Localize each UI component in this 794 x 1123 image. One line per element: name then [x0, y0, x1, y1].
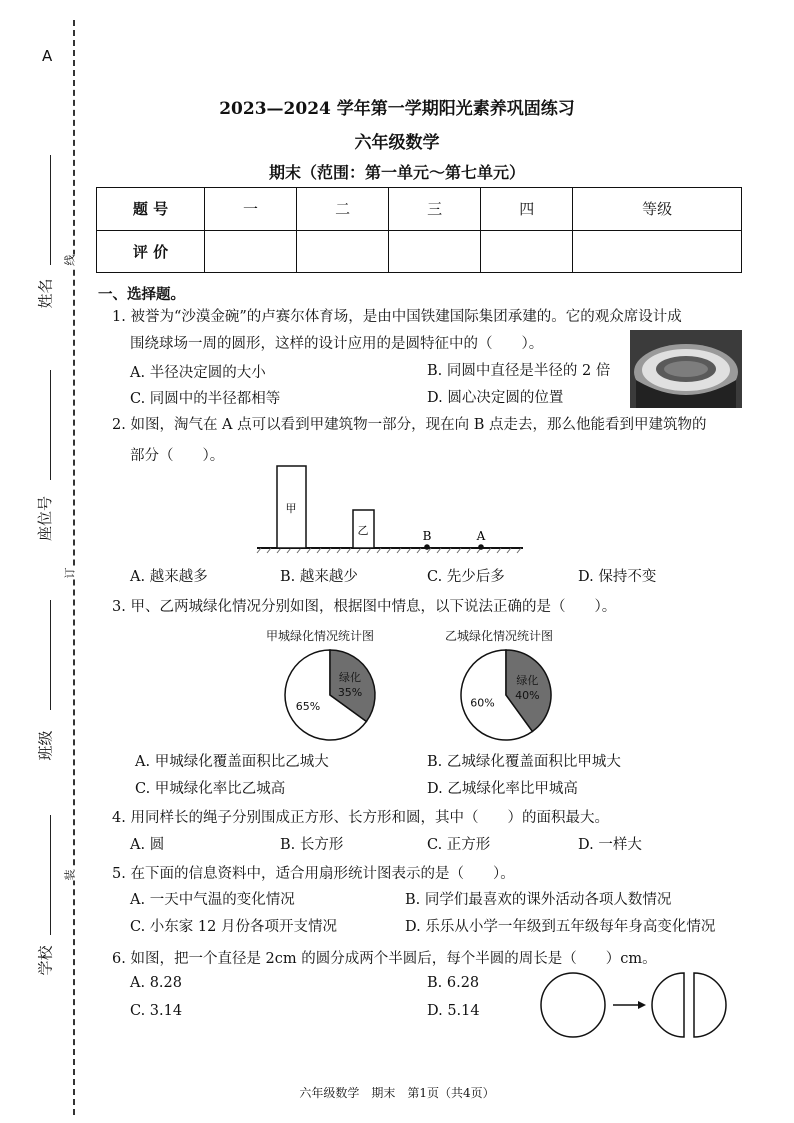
pie-label-greening: 绿化 — [339, 670, 362, 684]
score-header-cell: 二 — [297, 188, 389, 231]
point-b-label: B — [422, 529, 432, 543]
exam-title: 2023—2024 学年第一学期阳光素养巩固练习 — [219, 99, 575, 119]
zhuang-mark: 装 — [63, 869, 77, 881]
q5-option-c[interactable]: C. 小东家 12 月份各项开支情况 — [130, 919, 337, 935]
q1-option-a[interactable]: A. 半径决定圆的大小 — [130, 365, 266, 381]
pie-label-greening-percent: 35% — [337, 685, 363, 699]
q2-option-a[interactable]: A. 越来越多 — [130, 569, 208, 585]
q2-line1: 2. 如图，淘气在 A 点可以看到甲建筑物一部分，现在向 B 点走去，那么他能看到甲建筑物的 — [112, 417, 707, 433]
arrowhead-icon — [638, 1001, 646, 1009]
q2-line2: 部分（ ）。 — [130, 448, 225, 464]
pie-label-other-percent: 65% — [295, 700, 321, 714]
q4-line1: 4. 用同样长的绳子分别围成正方形、长方形和圆，其中（ ）的面积最大。 — [112, 810, 609, 826]
score-row-label: 评 价 — [97, 230, 205, 273]
score-table — [96, 187, 742, 273]
name-label: 姓名 — [36, 278, 55, 309]
exam-scope: 期末（范围：第一单元～第七单元） — [268, 163, 525, 182]
q3-option-c[interactable]: C. 甲城绿化率比乙城高 — [135, 781, 286, 797]
ding-mark: 订 — [63, 567, 77, 579]
q3-option-d[interactable]: D. 乙城绿化率比甲城高 — [427, 781, 578, 797]
line-mark: 线 — [63, 254, 77, 266]
school-label: 学校 — [36, 945, 55, 976]
pie-chart-yi — [458, 647, 554, 743]
score-header-cell: 三 — [389, 188, 481, 231]
page-footer: 六年级数学 期末 第1页（共4页） — [299, 1086, 495, 1100]
stadium-photo — [630, 330, 742, 408]
pie-label-greening: 绿化 — [516, 674, 539, 688]
score-header-cell: 等级 — [573, 188, 742, 231]
q1-option-c[interactable]: C. 同圆中的半径都相等 — [130, 391, 281, 407]
score-header-cell: 题 号 — [97, 188, 205, 231]
q4-option-d[interactable]: D. 一样大 — [578, 837, 642, 853]
q5-option-d[interactable]: D. 乐乐从小学一年级到五年级每年身高变化情况 — [405, 919, 716, 935]
q3-line1: 3. 甲、乙两城绿化情况分别如图，根据图中情息，以下说法正确的是（ ）。 — [112, 599, 617, 615]
pie-label-greening-percent: 40% — [515, 689, 540, 703]
point-a — [478, 544, 484, 550]
q2-option-d[interactable]: D. 保持不变 — [578, 569, 657, 585]
q4-option-a[interactable]: A. 圆 — [130, 837, 165, 853]
class-underline — [50, 600, 51, 710]
pie-chart-yi-title: 乙城绿化情况统计图 — [445, 629, 554, 643]
whole-circle — [541, 973, 605, 1037]
building-jia-label: 甲 — [285, 502, 297, 515]
score-cell[interactable] — [205, 230, 297, 273]
buildings-figure — [255, 462, 525, 554]
circle-split-figure — [538, 970, 748, 1040]
right-semicircle — [694, 973, 726, 1037]
score-header-cell: 四 — [481, 188, 573, 231]
left-semicircle — [652, 973, 684, 1037]
point-a-label: A — [476, 529, 486, 543]
point-b — [424, 544, 430, 550]
q6-option-d[interactable]: D. 5.14 — [427, 1003, 480, 1019]
score-cell[interactable] — [573, 230, 742, 273]
q5-line1: 5. 在下面的信息资料中，适合用扇形统计图表示的是（ ）。 — [112, 866, 515, 882]
q5-option-a[interactable]: A. 一天中气温的变化情况 — [130, 892, 295, 908]
score-header-cell: 一 — [205, 188, 297, 231]
q1-line1: 1. 被誉为“沙漠金碗”的卢赛尔体育场，是由中国铁建国际集团承建的。它的观众席设计成 — [112, 309, 682, 325]
exam-subject: 六年级数学 — [354, 133, 440, 153]
q6-option-a[interactable]: A. 8.28 — [130, 975, 182, 991]
class-label: 班级 — [36, 730, 55, 761]
q6-option-c[interactable]: C. 3.14 — [130, 1003, 183, 1019]
q5-option-b[interactable]: B. 同学们最喜欢的课外活动各项人数情况 — [405, 892, 672, 908]
score-cell[interactable] — [389, 230, 481, 273]
q4-option-c[interactable]: C. 正方形 — [427, 837, 491, 853]
q3-option-b[interactable]: B. 乙城绿化覆盖面积比甲城大 — [427, 754, 621, 770]
q6-option-b[interactable]: B. 6.28 — [427, 975, 480, 991]
q4-option-b[interactable]: B. 长方形 — [280, 837, 344, 853]
pie-label-other-percent: 60% — [470, 696, 495, 710]
q2-option-b[interactable]: B. 越来越少 — [280, 569, 358, 585]
score-cell[interactable] — [297, 230, 389, 273]
q2-option-c[interactable]: C. 先少后多 — [427, 569, 505, 585]
building-yi-label: 乙 — [357, 524, 369, 537]
seat-label: 座位号 — [36, 495, 55, 542]
score-cell[interactable] — [481, 230, 573, 273]
q3-option-a[interactable]: A. 甲城绿化覆盖面积比乙城大 — [135, 754, 329, 770]
pie-chart-jia — [282, 647, 378, 743]
corner-mark: A — [42, 47, 53, 65]
q1-option-d[interactable]: D. 圆心决定圆的位置 — [427, 390, 564, 406]
q1-option-b[interactable]: B. 同圆中直径是半径的 2 倍 — [427, 363, 611, 379]
pie-chart-jia-title: 甲城绿化情况统计图 — [266, 629, 375, 643]
school-underline — [50, 815, 51, 935]
section-title: 一、选择题。 — [98, 286, 185, 303]
seat-underline — [50, 370, 51, 480]
q6-line1: 6. 如图，把一个直径是 2cm 的圆分成两个半圆后，每个半圆的周长是（ ）cm。 — [112, 951, 657, 967]
q1-line2: 围绕球场一周的圆形，这样的设计应用的是圆特征中的（ ）。 — [130, 336, 544, 352]
